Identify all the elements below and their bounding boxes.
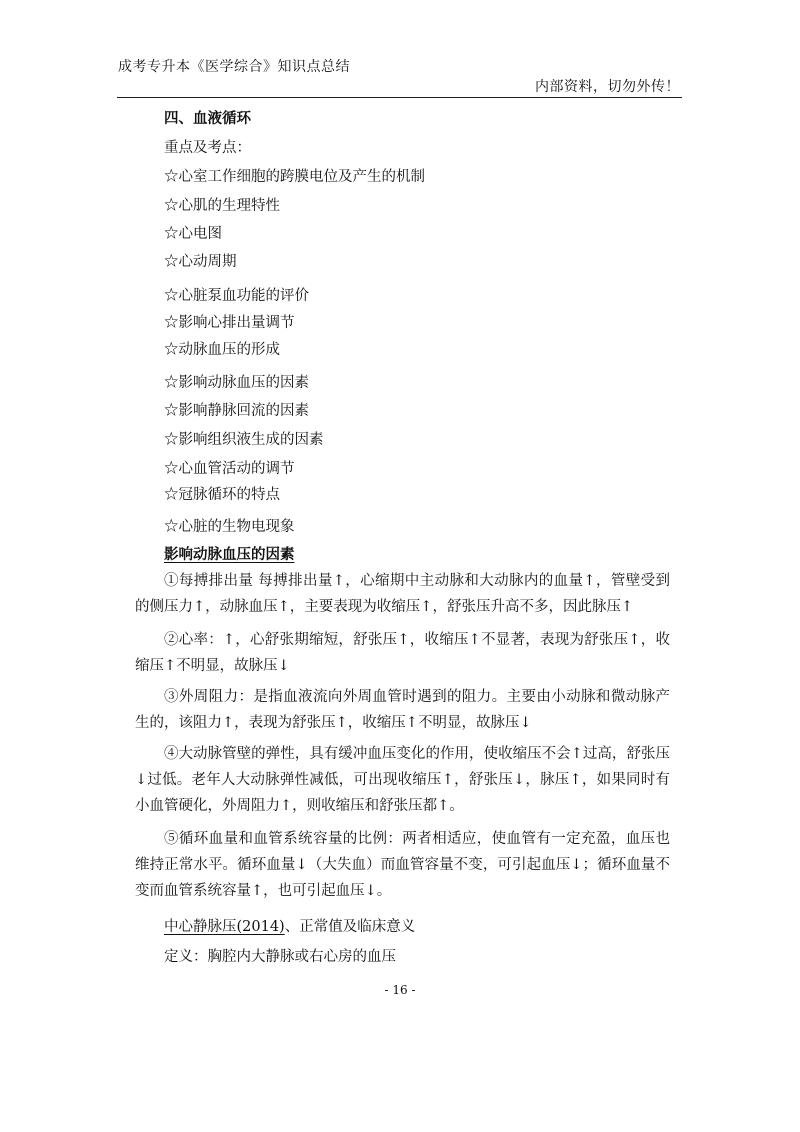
header-divider (117, 97, 682, 98)
cvp-heading (164, 915, 415, 936)
cvp-heading-rest: 、正常值及临床意义 (284, 919, 416, 935)
key-point-item: ☆动脉血压的形成 (164, 342, 280, 358)
key-point-item: ☆冠脉循环的特点 (164, 487, 280, 503)
key-point-item: ☆影响组织液生成的因素 (164, 432, 324, 448)
factor-paragraph: ①每搏排出量 每搏排出量↑，心缩期中主动脉和大动脉内的血量↑，管壁受到的侧压力↑，动脉血压↑，主要表现为收缩压↑，舒张压升高不多，因此脉压↑ (135, 573, 670, 615)
key-point-item: ☆影响动脉血压的因素 (164, 375, 309, 391)
cvp-definition: 定义：胸腔内大静脉或右心房的血压 (164, 949, 396, 965)
key-point-item: ☆心脏的生物电现象 (164, 519, 295, 535)
factor-paragraph: ③外周阻力：是指血液流向外周血管时遇到的阻力。主要由小动脉和微动脉产生的，该阻力↑，表现为舒张压↑，收缩压↑不明显，故脉压↓ (135, 689, 670, 731)
key-point-item: ☆心脏泵血功能的评价 (164, 288, 309, 304)
section-title: 四、血液循环 (164, 110, 251, 127)
key-point-item: ☆心血管活动的调节 (164, 461, 295, 477)
key-point-item: ☆影响心排出量调节 (164, 315, 295, 331)
factors-heading: 影响动脉血压的因素 (164, 546, 295, 563)
key-point-item: ☆心室工作细胞的跨膜电位及产生的机制 (164, 169, 425, 185)
header-notice: 内部资料，切勿外传！ (535, 79, 680, 95)
key-point-item: ☆心肌的生理特性 (164, 198, 280, 214)
key-point-item: ☆影响静脉回流的因素 (164, 403, 309, 419)
key-point-item: ☆心电图 (164, 226, 222, 242)
key-point-item: ☆心动周期 (164, 254, 237, 270)
cvp-term: 中心静脉压(2014) (164, 919, 285, 935)
factor-paragraph: ②心率：↑，心舒张期缩短，舒张压↑，收缩压↑不显著，表现为舒张压↑，收缩压↑不明显，故脉压↓ (135, 632, 670, 674)
factor-paragraph: ④大动脉管壁的弹性，具有缓冲血压变化的作用，使收缩压不会↑过高，舒张压↓过低。老年人大动脉弹性减低，可出现收缩压↑，舒张压↓，脉压↑，如果同时有小血管硬化，外周阻力↑，则收缩压和舒张压都↑。 (135, 746, 670, 814)
header-title: 成考专升本《医学综合》知识点总结 (118, 59, 350, 75)
page-number: - 16 - (384, 983, 416, 997)
factor-paragraph: ⑤循环血量和血管系统容量的比例：两者相适应，使血管有一定充盈，血压也维持正常水平。循环血量↓（大失血）而血管容量不变，可引起血压↓；循环血量不变而血管系统容量↑，也可引起血压↓。 (135, 831, 670, 899)
key-points-label: 重点及考点： (164, 140, 251, 156)
